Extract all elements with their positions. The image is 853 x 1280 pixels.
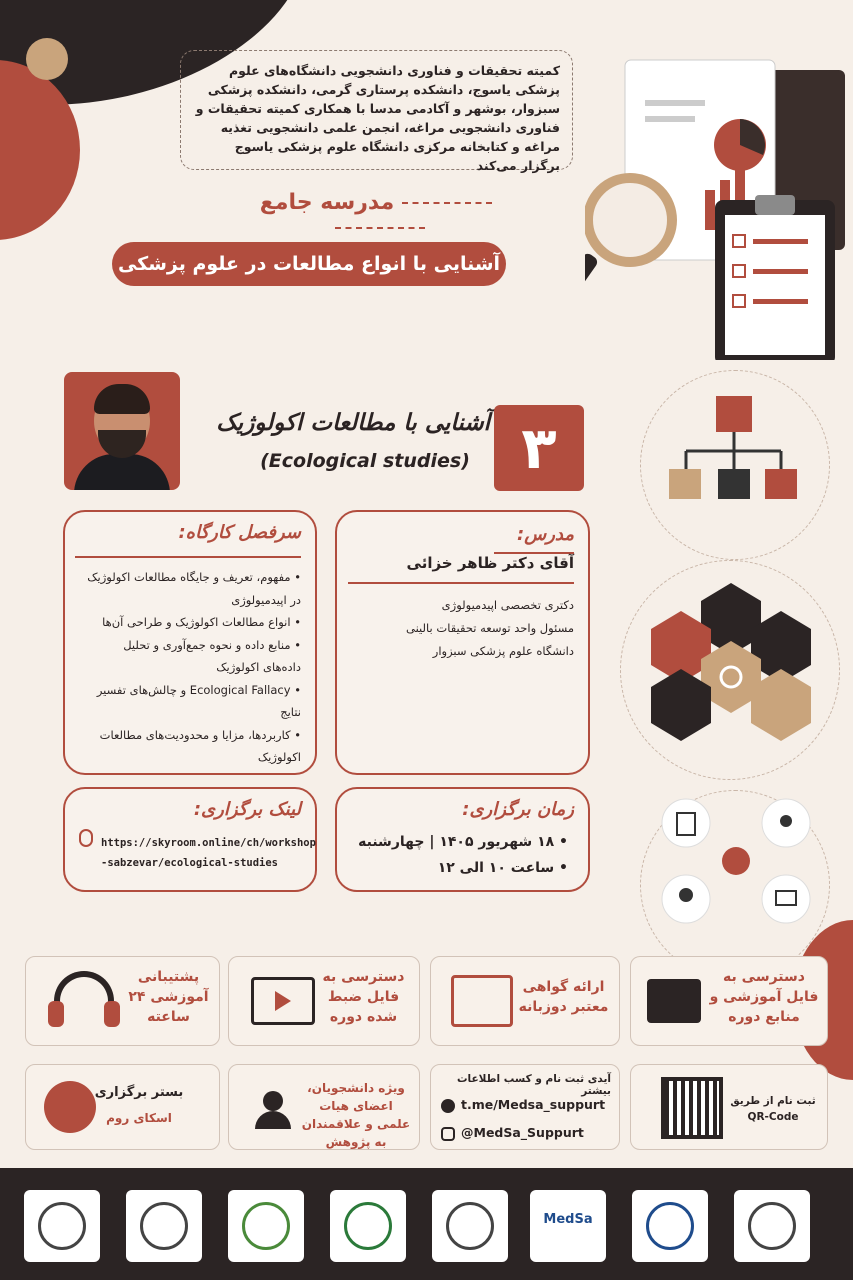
link-heading: لینک برگزاری: — [193, 799, 301, 820]
tutor-heading: مدرس: — [517, 524, 574, 545]
contact-heading: آیدی ثبت نام و کسب اطلاعات بیشتر — [457, 1073, 611, 1097]
headset-icon — [48, 1001, 64, 1027]
network-graphic — [640, 790, 830, 980]
link-text[interactable]: -sabzevar/ecological-studies — [101, 857, 279, 869]
feature-support — [25, 956, 220, 1046]
partner-logo — [632, 1190, 708, 1262]
headset-icon — [104, 1001, 120, 1027]
list-item: دانشگاه علوم پزشکی سبزوار — [432, 644, 574, 658]
list-item: • ۱۸ شهریور ۱۴۰۵ | چهارشنبه — [358, 834, 568, 850]
list-item: • کاربردها، مزایا و محدودیت‌های مطالعات — [99, 727, 301, 742]
partner-logo — [432, 1190, 508, 1262]
lecturer-photo — [64, 372, 180, 490]
link-text[interactable]: https://skyroom.online/ch/workshop — [101, 837, 316, 849]
divider — [75, 556, 301, 558]
time-card — [335, 787, 590, 892]
tutor-details — [348, 594, 574, 663]
partner-logo — [734, 1190, 810, 1262]
feature-recorded-files — [228, 956, 420, 1046]
research-illustration — [585, 40, 850, 360]
org-chart-graphic — [640, 370, 830, 560]
list-item: • منابع داده و نحوه جمع‌آوری و تحلیل — [123, 637, 301, 652]
instagram-icon — [441, 1127, 455, 1141]
platform-box — [25, 1064, 220, 1150]
research-hexagon-graphic — [620, 560, 840, 780]
telegram-link[interactable]: t.me/Medsa_suppurt — [461, 1097, 606, 1112]
list-item: داده‌های اکولوژیک — [216, 660, 301, 674]
session-subtitle: (Ecological studies) — [260, 450, 470, 472]
divider — [348, 582, 574, 584]
platform-value: اسکای روم — [106, 1111, 172, 1125]
audience-box — [228, 1064, 420, 1150]
tutor-name: آقای دکتر ظاهر خزائی — [406, 554, 574, 572]
decorative-dot — [26, 38, 68, 80]
list-item: • ساعت ۱۰ الی ۱۲ — [437, 860, 568, 876]
list-item: در اپیدمیولوژی — [231, 592, 301, 607]
session-number: ۳ — [494, 405, 584, 491]
list-item: مسئول واحد توسعه تحقیقات بالینی — [406, 621, 574, 635]
list-item: دکتری تخصصی اپیدمیولوژی — [441, 598, 574, 612]
school-title — [210, 190, 550, 240]
list-item: • مفهوم، تعریف و جایگاه مطالعات اکولوژیک — [87, 570, 301, 584]
outline-list — [75, 566, 301, 769]
outline-card — [63, 510, 317, 775]
group-icon — [247, 1091, 299, 1129]
certificate-icon — [451, 975, 513, 1027]
list-item: • Ecological Fallacy و چالش‌های تفسیر نتایج — [96, 682, 301, 719]
school-title-text: مدرسه جامع — [259, 190, 395, 215]
feature-label: دسترسی به فایل ضبط شده دوره — [322, 969, 405, 1025]
tutor-card — [335, 510, 590, 775]
link-card — [63, 787, 317, 892]
feature-label: پشتیبانی آموزشی ۲۴ ساعته — [128, 969, 209, 1025]
platform-heading: بستر برگزاری — [94, 1085, 184, 1100]
divider — [402, 202, 492, 204]
course-banner: آشنایی با انواع مطالعات در علوم پزشکی — [112, 242, 506, 286]
feature-label: ارائه گواهی معتبر دوزبانه — [518, 979, 609, 1015]
telegram-icon — [441, 1099, 455, 1113]
partner-logo — [24, 1190, 100, 1262]
network-icon — [641, 791, 831, 981]
sponsor-text: کمیته تحقیقات و فناوری دانشجویی دانشگاه‌های علوم پزشکی یاسوج، دانشکده پرستاری گرمی، دانشکده پزشکی سبزوار، بوشهر و آکادمی مدسا با همکاری کمیته تحقیقات و فناوری دانشجویی مراغه، انجمن علمی دانشجویی تغذیه مراغه و کتابخانه مرکزی دانشگاه علوم پزشکی یاسوج برگزار می‌کند — [180, 50, 573, 170]
folder-icon — [647, 979, 701, 1023]
play-icon — [275, 991, 291, 1011]
feature-certificate — [430, 956, 620, 1046]
contact-box — [430, 1064, 620, 1150]
instagram-link[interactable]: @MedSa_Suppurt — [461, 1125, 584, 1140]
session-title: آشنایی با مطالعات اکولوژیک — [216, 410, 490, 436]
feature-label: دسترسی به فایل آموزشی و منابع دوره — [709, 969, 819, 1025]
time-heading: زمان برگزاری: — [462, 799, 574, 820]
audience-text: ویژه دانشجویان، اعضای هیات علمی و علاقمندان به پژوهش — [301, 1081, 411, 1149]
medsa-logo: MedSa — [530, 1190, 606, 1262]
org-chart-icon — [641, 371, 831, 561]
divider — [335, 227, 425, 229]
list-item: • انواع مطالعات اکولوژیک و طراحی آن‌ها — [102, 615, 301, 629]
qr-code[interactable] — [661, 1077, 723, 1139]
paperclip-icon — [79, 829, 93, 847]
partner-logo — [228, 1190, 304, 1262]
partner-logo — [126, 1190, 202, 1262]
list-item: اکولوژیک — [257, 750, 301, 764]
outline-heading: سرفصل کارگاه: — [178, 522, 301, 543]
qr-label: ثبت نام از طریق QR-Code — [730, 1095, 816, 1123]
feature-course-files — [630, 956, 828, 1046]
workshop-link[interactable] — [101, 833, 315, 873]
qr-registration — [630, 1064, 828, 1150]
partner-logo — [330, 1190, 406, 1262]
time-list — [348, 829, 568, 881]
hexagon-icons — [621, 561, 841, 781]
